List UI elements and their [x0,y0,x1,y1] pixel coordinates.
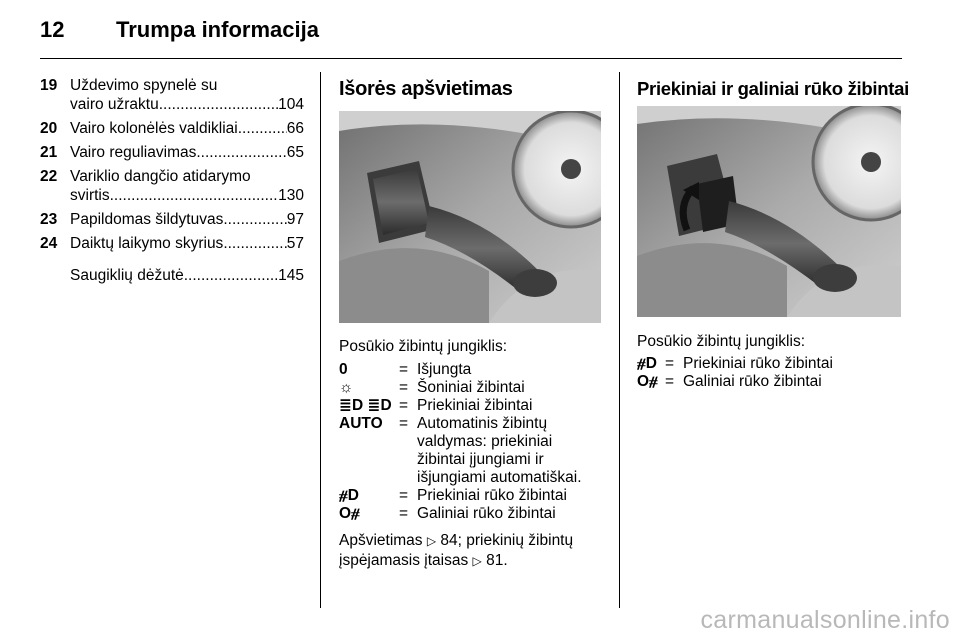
toc-item-text: Vairo reguliavimas [70,144,197,161]
rear-fog-light-icon: O⧣ [637,373,658,390]
legend-equals: = [665,373,675,390]
toc-item[interactable] [40,234,304,253]
legend-row [339,415,604,487]
toc-item-text: Saugiklių dėžutė [70,267,184,284]
fog-switch-photo [637,106,901,317]
toc-leader [238,119,287,138]
light-switch-photo [339,111,601,323]
toc-leader [196,143,286,162]
ref-page-link[interactable]: 81. [486,552,508,569]
toc-item-text: vairo užraktu [70,96,159,113]
toc-leader [223,210,286,229]
legend-description: Priekiniai rūko žibintai [683,355,833,372]
legend-equals: = [399,361,409,378]
legend-description: Šoniniai žibintai [417,379,525,396]
exterior-legend [339,361,604,523]
toc-item-number: 24 [40,235,58,252]
legend-description: Išjungta [417,361,472,378]
toc-item-page: 145 [278,267,304,284]
section-title: Išorės apšvietimas [339,78,513,100]
legend-equals: = [399,505,409,522]
toc-item-page: 57 [286,235,304,252]
light-off-symbol: 0 [339,361,348,378]
ref-text: įspėjamasis įtaisas [339,552,469,569]
toc-item-text: Uždevimo spynelė su [70,77,218,94]
page-ref-arrow-icon: ▷ [426,534,437,548]
legend-row [637,355,907,373]
legend-row [339,397,604,415]
exterior-reference [339,531,609,571]
toc-item-page: 104 [278,96,304,113]
legend-equals: = [665,355,675,372]
legend-row [339,487,604,505]
toc-item[interactable] [40,119,304,138]
toc-list [40,76,304,290]
section-title: Priekiniai ir galiniai rūko žibintai [637,78,909,99]
fog-lights-section [637,78,909,100]
legend-row [637,373,907,391]
page-number: 12 [40,17,65,42]
sidelight-icon: ☼ [339,379,354,396]
headlight-icon: ≣D ≣D [339,397,392,414]
toc-item-page: 130 [278,187,304,204]
legend-row [339,379,604,397]
column-divider-1 [320,72,321,608]
legend-equals: = [399,397,409,414]
toc-item-number: 22 [40,168,58,185]
front-fog-light-icon: ⧣D [637,355,657,372]
toc-item-number: 21 [40,144,58,161]
ref-page-link[interactable]: 84; priekinių žibintų [440,532,574,549]
legend-description: Galiniai rūko žibintai [417,505,556,522]
page-ref-arrow-icon: ▷ [472,554,482,568]
legend-equals: = [399,379,409,396]
legend-description: Galiniai rūko žibintai [683,373,822,390]
toc-item-text: Daiktų laikymo skyrius [70,235,224,252]
legend-equals: = [399,487,409,504]
front-fog-light-icon: ⧣D [339,487,359,504]
toc-leader [223,234,286,253]
exterior-lighting-section [339,78,601,101]
header-rule [40,58,902,59]
legend-description: Automatinis žibintų valdymas: priekiniai žibintai įjungiami ir išjungiami automatiškai. [417,415,582,486]
legend-equals: = [399,415,409,432]
auto-light-symbol: AUTO [339,415,383,432]
toc-item-fusebox[interactable] [40,266,304,285]
fog-legend [637,355,907,391]
column-divider-2 [619,72,620,608]
toc-item[interactable] [40,76,304,114]
toc-item[interactable] [40,167,304,205]
legend-description: Priekiniai rūko žibintai [417,487,567,504]
fog-caption: Posūkio žibintų jungiklis: [637,333,806,350]
toc-leader [110,186,279,205]
toc-item-page: 97 [286,211,304,228]
toc-leader [184,266,278,285]
legend-description: Priekiniai žibintai [417,397,533,414]
ref-text: Apšvietimas [339,532,423,549]
exterior-caption: Posūkio žibintų jungiklis: [339,338,508,355]
toc-item[interactable] [40,143,304,162]
toc-item-text: Vairo kolonėlės valdikliai [70,120,238,137]
toc-item[interactable] [40,210,304,229]
toc-item-page: 66 [286,120,304,137]
toc-leader [159,95,278,114]
legend-row [339,361,604,379]
toc-item-page: 65 [286,144,304,161]
toc-item-number: 20 [40,120,58,137]
rear-fog-light-icon: O⧣ [339,505,360,522]
toc-item-text: svirtis [70,187,110,204]
toc-item-text: Papildomas šildytuvas [70,211,224,228]
toc-item-number: 23 [40,211,58,228]
page-title: Trumpa informacija [116,17,319,42]
toc-item-number: 19 [40,77,58,94]
legend-row [339,505,604,523]
watermark: carmanualsonline.info [700,606,950,634]
toc-item-text: Variklio dangčio atidarymo [70,168,251,185]
